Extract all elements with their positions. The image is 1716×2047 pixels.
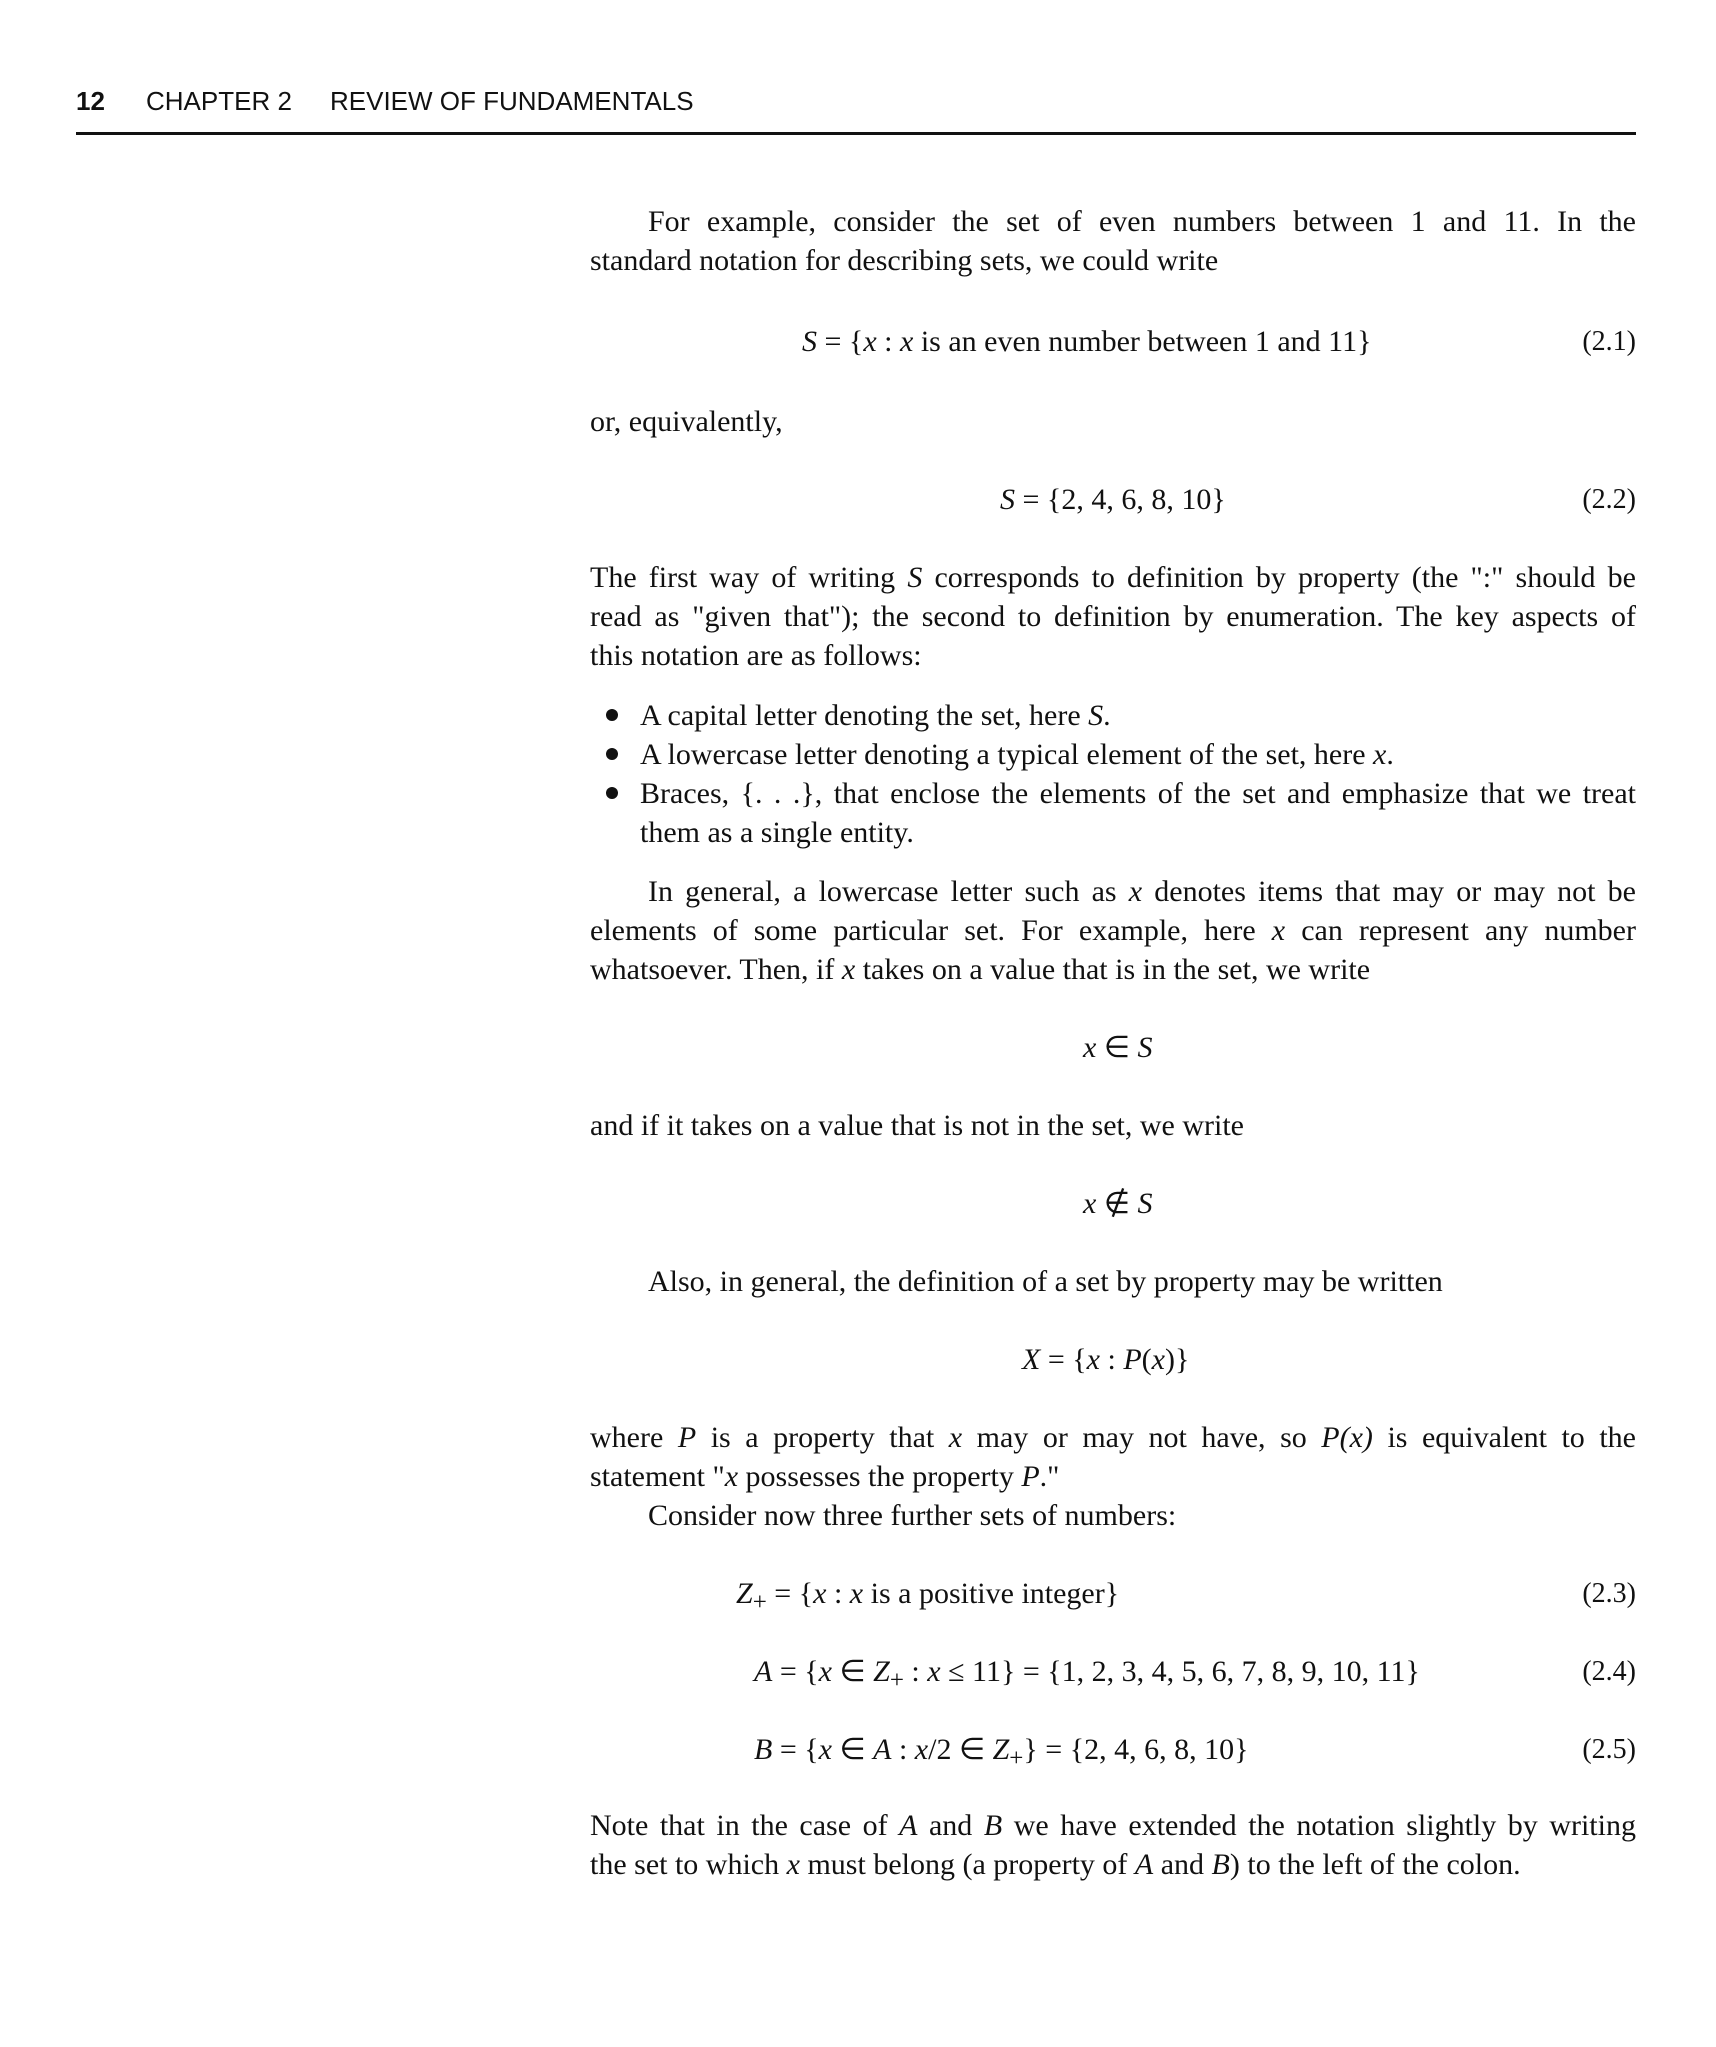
paragraph-3-line-1: The first way of writing S corresponds to definition by property (the ":" should be: [590, 561, 1636, 594]
list-item: Braces, {. . .}, that enclose the elements of the set and emphasize that we treat them as a single entity.: [590, 774, 1636, 852]
paragraph-8: [590, 1806, 1636, 1884]
list-item: A capital letter denoting the set, here S.: [590, 696, 1636, 735]
paragraph-5: and if it takes on a value that is not in the set, we write: [590, 1109, 1244, 1142]
paragraph-4-line-1: In general, a lowercase letter such as x denotes items that may or may not be: [648, 875, 1636, 908]
bullet-icon: [606, 748, 618, 760]
equation-element-of: x ∈ S: [1083, 1031, 1153, 1064]
equation-number-2-4: (2.4): [1582, 1656, 1636, 1687]
header-rule: [76, 132, 1636, 135]
equation-number-2-2: (2.2): [1582, 484, 1636, 515]
paragraph-3-line-3: this notation are as follows:: [590, 639, 922, 672]
equation-number-2-3: (2.3): [1582, 1578, 1636, 1609]
equation-2-2: S = {2, 4, 6, 8, 10}: [1000, 483, 1226, 516]
paragraph-4-line-2: elements of some particular set. For example, here x can represent any number: [590, 914, 1636, 947]
equation-2-5: B = {x ∈ A : x/2 ∈ $Z_+\} = \{2$, 4, 6, 8, 10}: [754, 1733, 1249, 1772]
paragraph-8-line-2: the set to which x must belong (a property of A and B) to the left of the colon.: [590, 1848, 1521, 1881]
equation-number-2-5: (2.5): [1582, 1734, 1636, 1765]
paragraph-1-line-2: standard notation for describing sets, we could write: [590, 244, 1219, 277]
chapter-label: CHAPTER 2: [146, 86, 292, 116]
paragraph-4: [590, 872, 1636, 989]
equation-2-1: [802, 322, 1371, 361]
running-header: [76, 86, 1636, 116]
paragraph-7: [590, 1418, 1636, 1535]
paragraph-7-line-1: where P is a property that x may or may not have, so P(x) is equivalent to the: [590, 1421, 1636, 1454]
paragraph-3: [590, 558, 1636, 675]
paragraph-7-line-3: Consider now three further sets of numbers:: [648, 1499, 1177, 1532]
list-item: A lowercase letter denoting a typical element of the set, here x.: [590, 735, 1636, 774]
bullet-icon: [606, 787, 618, 799]
paragraph-3-line-2: read as "given that"); the second to definition by enumeration. The key aspects of: [590, 600, 1636, 633]
paragraph-8-line-1: Note that in the case of A and B we have extended the notation slightly by writing: [590, 1809, 1636, 1842]
eq21-text: = {x : x is an even number between 1 and 11}: [817, 325, 1372, 358]
bullet-icon: [606, 709, 618, 721]
equation-property-definition: X = {x : P(x)}: [1022, 1343, 1190, 1376]
paragraph-2: or, equivalently,: [590, 405, 783, 438]
bullet-list: [590, 696, 1636, 852]
paragraph-4-line-3: whatsoever. Then, if x takes on a value that is in the set, we write: [590, 953, 1371, 986]
equation-2-3: $Z_+ = \{x$ : x is a positive integer}: [736, 1577, 1120, 1616]
chapter-title: REVIEW OF FUNDAMENTALS: [330, 86, 694, 116]
page-number: 12: [76, 86, 105, 116]
equation-number-2-1: (2.1): [1582, 326, 1636, 357]
paragraph-6: Also, in general, the definition of a set by property may be written: [648, 1265, 1443, 1298]
paragraph-7-line-2: statement "x possesses the property P.": [590, 1460, 1060, 1493]
paragraph-1-line-1: For example, consider the set of even numbers between 1 and 11. In the: [648, 205, 1636, 238]
eq22-rhs: = {2, 4, 6, 8, 10}: [1015, 483, 1226, 516]
eq21-S: S: [802, 325, 817, 358]
paragraph-1: [590, 202, 1636, 280]
equation-2-4: A = {x ∈ $Z_+$ : x ≤ 11} = {1, 2, 3, 4, 5, 6, 7, 8, 9, 10, 11}: [754, 1655, 1420, 1694]
equation-not-element-of: x ∉ S: [1083, 1187, 1153, 1220]
